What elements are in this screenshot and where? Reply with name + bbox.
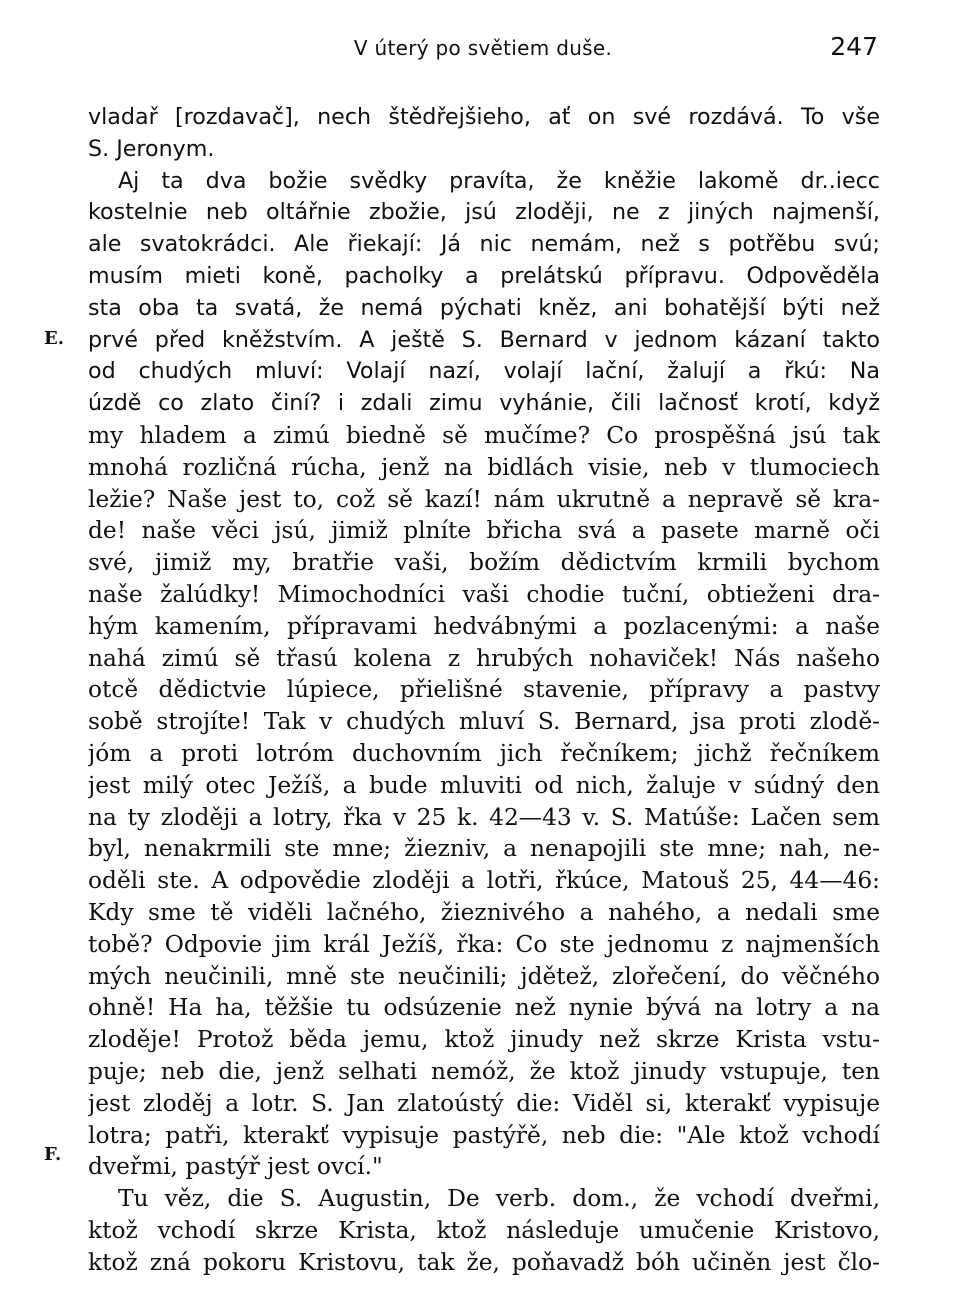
text-line: jest milý otec Ježíš, a bude mluviti od nich, žaluje v súdný den [88, 771, 880, 799]
text-line: puje; neb die, jenž selhati nemóž, že ktož jinudy vstupuje, ten [88, 1057, 880, 1085]
text-line: vladař [rozdavač], nech štědřejšieho, ať on své rozdává. To vše [88, 104, 880, 130]
text-line: od chudých mluví: Volají nazí, volají lační, žalují a řkú: Na [88, 358, 880, 385]
text-line: my hladem a zimú biedně sě mučíme? Co prospěšná jsú tak [88, 421, 880, 449]
margin-mark-f: F. [44, 1144, 62, 1165]
text-line: sta oba ta svatá, že nemá pýchati kněz, ani bohatější býti než [88, 294, 880, 321]
text-line: tobě? Odpovie jim král Ježíš, řka: Co ste jednomu z najmenších [88, 930, 880, 958]
text-line: mých neučinili, mně ste neučinili; jdětež, zlořečení, do věčného [88, 962, 880, 990]
text-line: ktož vchodí skrze Krista, ktož následuje umučenie Kristovo, [88, 1216, 880, 1244]
text-line: musím mieti koně, pacholky a prelátskú přípravu. Odpověděla [88, 262, 880, 289]
text-line: jóm a proti lotróm duchovním jich řečníkem; jichž řečníkem [88, 739, 880, 767]
text-line: hým kamením, přípravami hedvábnými a pozlacenými: a naše [88, 612, 880, 640]
page-number: 247 [830, 32, 878, 61]
text-line: naše žalúdky! Mimochodníci vaši chodie tuční, obtieženi dra- [88, 580, 880, 608]
text-line: své, jimiž my, bratřie vaši, božím dědictvím krmili bychom [88, 549, 880, 577]
text-line: sobě strojíte! Tak v chudých mluví S. Bernard, jsa proti zlodě- [88, 708, 880, 736]
text-line: zloděje! Protož běda jemu, ktož jinudy než skrze Krista vstu- [88, 1026, 880, 1054]
text-line: otcě dědictvie lúpiece, přielišné stavenie, přípravy a pastvy [88, 676, 880, 704]
text-line: ale svatokrádci. Ale řiekají: Já nic nemám, než s potřěbu svú; [88, 231, 880, 258]
text-line: dveřmi, pastýř jest ovcí." [88, 1153, 383, 1181]
text-line: Kdy sme tě viděli lačného, žieznivého a nahého, a nedali sme [88, 898, 880, 926]
text-line: mnohá rozličná rúcha, jenž na bidlách visie, neb v tlumociech [88, 453, 880, 481]
text-line: lotra; patři, kterakť vypisuje pastýřě, neb die: "Ale ktož vchodí [88, 1121, 880, 1149]
text-line: byl, nenakrmili ste mne; žiezniv, a nenapojili ste mne; nah, ne- [88, 835, 880, 863]
text-line: na ty zloději a lotry, řka v 25 k. 42—43 v. S. Matúše: Lačen sem [88, 803, 880, 831]
running-title: V úterý po světiem duše. [353, 36, 613, 60]
text-line: ohně! Ha ha, těžšie tu odsúzenie než nynie bývá na lotry a na [88, 994, 880, 1022]
text-line: jest zloděj a lotr. S. Jan zlatoústý die: Viděl si, kterakť vypisuje [88, 1089, 880, 1117]
text-line: oděli ste. A odpovědie zloději a lotři, řkúce, Matouš 25, 44—46: [88, 867, 880, 895]
text-line: ktož zná pokoru Kristovu, tak že, poňavadž bóh učiněn jest člo- [88, 1248, 880, 1276]
text-line: S. Jeronym. [88, 135, 215, 162]
page-header [88, 30, 878, 70]
text-line: ležie? Naše jest to, což sě kazí! nám ukrutně a nepravě sě kra- [88, 485, 880, 513]
text-line: de! naše věci jsú, jimiž plníte břicha svá a pasete marně oči [88, 517, 880, 545]
text-line: kostelnie neb oltářnie zbožie, jsú zloději, ne z jiných najmenší, [88, 199, 880, 226]
text-line: prvé před kněžstvím. A ještě S. Bernard v jednom kázaní takto [88, 326, 880, 353]
text-line: Tu věz, die S. Augustin, De verb. dom., že vchodí dveřmi, [118, 1185, 880, 1213]
text-line: Aj ta dva božie svědky pravíta, že kněžie lakomě dr..iecc [118, 167, 880, 194]
margin-mark-e: E. [44, 328, 64, 349]
text-line: nahá zimú sě třasú kolena z hrubých nohaviček! Nás našeho [88, 644, 880, 672]
text-line: úzdě co zlato činí? i zdali zimu vyhánie, čili lačnosť krotí, když [88, 390, 880, 417]
body-text [88, 102, 880, 1278]
